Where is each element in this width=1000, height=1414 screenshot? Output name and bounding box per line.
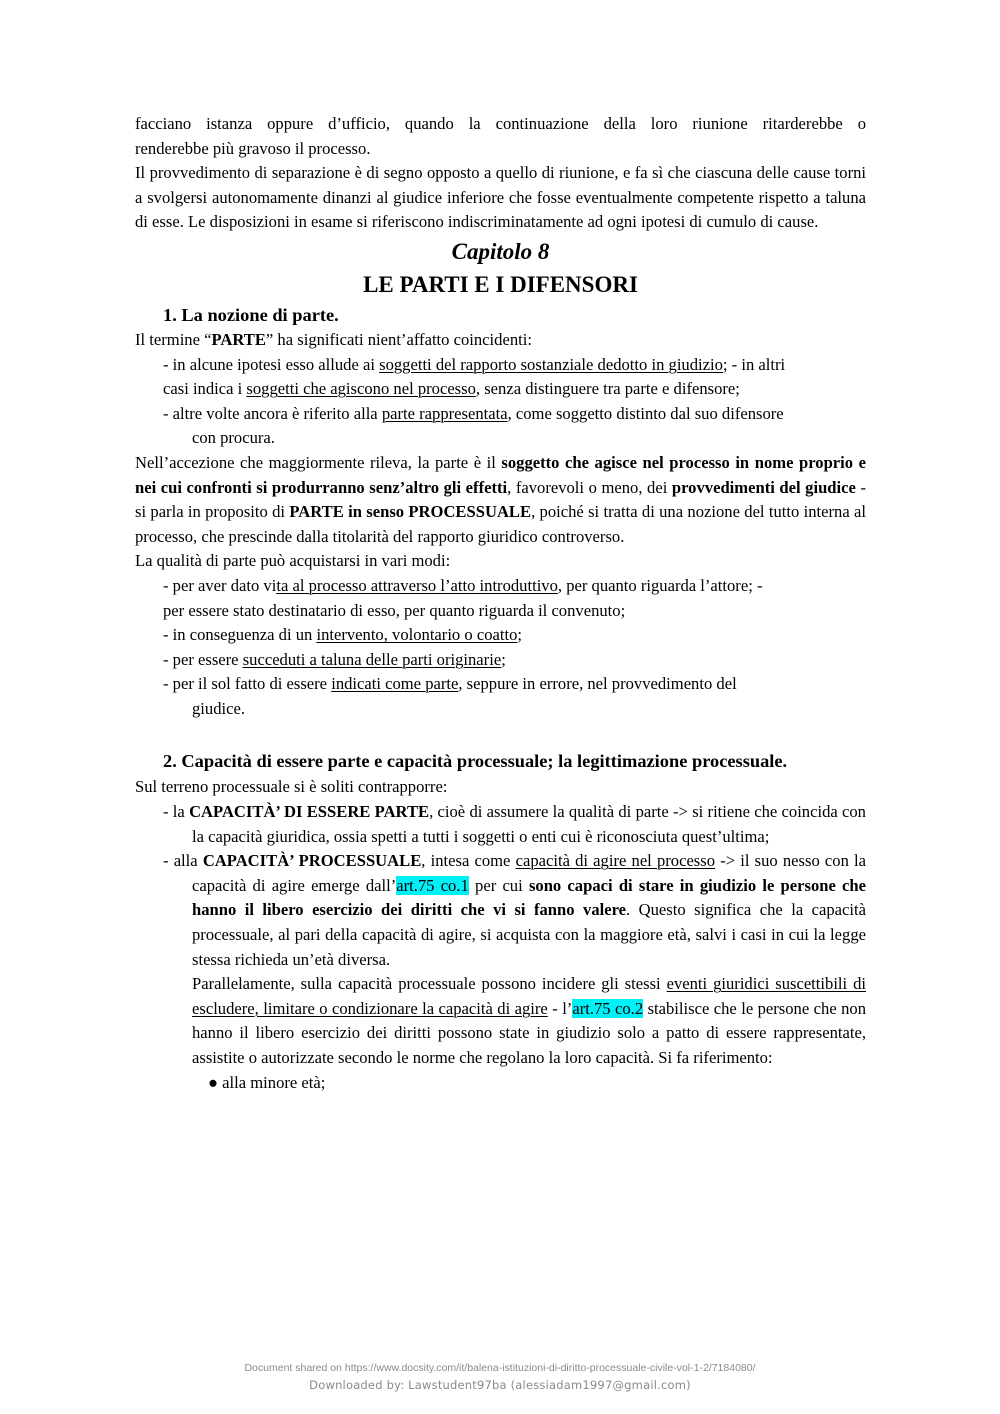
modes-intro: La qualità di parte può acquistarsi in vari modi: xyxy=(135,551,451,571)
list-item: - alla CAPACITÀ’ PROCESSUALE, intesa come capacità di agire nel processo -> il suo nesso con la capacità di agire emerge dall’art.75 co.1 per cui sono capaci di stare in giudizio le persone che hanno il libero esercizio dei diritti che vi si fanno valere. Questo significa che la capacità processuale, al pari della capacità di agire, si acquista con la maggiore età, salvi i casi in cui la legge stessa richieda un’età diversa. xyxy=(163,851,867,969)
list-item: - per il sol fatto di essere indicati come parte, seppure in errore, nel provvedimento del xyxy=(163,674,737,694)
chapter-title: LE PARTI E I DIFENSORI xyxy=(363,271,638,297)
list-item-continuation: casi indica i soggetti che agiscono nel processo, senza distinguere tra parte e difensore; xyxy=(163,379,740,399)
list-item: - in conseguenza di un intervento, volontario o coatto; xyxy=(163,625,522,645)
paragraph-line: facciano istanza oppure d’ufficio, quando la continuazione della loro riunione ritarderebbe o xyxy=(135,114,866,133)
document-body xyxy=(135,112,866,1095)
section-heading-2: 2. Capacità di essere parte e capacità processuale; la legittimazione processuale. xyxy=(163,751,788,772)
list-item: - per aver dato vita al processo attraverso l’atto introduttivo, per quanto riguarda l’attore; - xyxy=(163,575,763,595)
highlighted-reference: art.75 co.2 xyxy=(572,998,644,1018)
list-item-paragraph: Parallelamente, sulla capacità processuale possono incidere gli stessi eventi giuridici suscettibili di escludere, limitare o condizionare la capacità di agire - l’art.75 co.2 stabilisce che le persone che non hanno il libero esercizio dei diritti possono state in giudizio solo a patto di essere rappresentate, assistite o autorizzate secondo le norme che regolano la loro capacità. Si fa riferimento: xyxy=(192,974,867,1067)
list-item: - per essere succeduti a taluna delle parti originarie; xyxy=(163,649,506,669)
chapter-number: Capitolo 8 xyxy=(451,238,550,264)
footer-shared-link: Document shared on https://www.docsity.com/it/balena-istituzioni-di-diritto-processuale-civile-vol-1-2/7184080/ xyxy=(244,1362,756,1374)
section2-intro: Sul terreno processuale si è soliti contrapporre: xyxy=(135,777,448,797)
section1-intro: Il termine “PARTE” ha significati nient’affatto coincidenti: xyxy=(135,329,532,349)
highlighted-reference: art.75 co.1 xyxy=(396,875,469,895)
paragraph-line: renderebbe più gravoso il processo. xyxy=(135,138,371,158)
list-item: - la CAPACITÀ’ DI ESSERE PARTE, cioè di assumere la qualità di parte -> si ritiene che coincida con la capacità giuridica, ossia spetti a tutti i soggetti o enti cui è riconosciuta quest’ultima; xyxy=(163,802,866,846)
bullet-item: ● alla minore età; xyxy=(208,1072,326,1092)
list-item: - in alcune ipotesi esso allude ai soggetti del rapporto sostanziale dedotto in giudizio; - in altri xyxy=(163,354,786,374)
paragraph-accezione: Nell’accezione che maggiormente rileva, la parte è il soggetto che agisce nel processo in nome proprio e nei cui confronti si produrranno senz’altro gli effetti, favorevoli o meno, dei provvedimenti del giudice - si parla in proposito di PARTE in senso PROCESSUALE, poiché si tratta di una nozione del tutto interna al processo, che prescinde dalla titolarità del rapporto giuridico controverso. xyxy=(135,452,866,546)
list-item-continuation: con procura. xyxy=(192,428,275,448)
section-heading-1: 1. La nozione di parte. xyxy=(163,304,339,325)
paragraph-separation: Il provvedimento di separazione è di segno opposto a quello di riunione, e fa sì che ciascuna delle cause torni a svolgersi autonomamente dinanzi al giudice inferiore che fosse eventualmente competente rispetto a taluna di esse. Le disposizioni in esame si riferiscono indiscriminatamente ad ogni ipotesi di cumulo di cause. xyxy=(135,163,866,232)
list-item-continuation: per essere stato destinatario di esso, per quanto riguarda il convenuto; xyxy=(163,600,626,620)
footer-downloaded-by: Downloaded by: Lawstudent97ba (alessiadam1997@gmail.com) xyxy=(309,1378,691,1392)
list-item: - altre volte ancora è riferito alla parte rappresentata, come soggetto distinto dal suo difensore xyxy=(163,403,784,423)
list-item-continuation: giudice. xyxy=(192,698,245,718)
